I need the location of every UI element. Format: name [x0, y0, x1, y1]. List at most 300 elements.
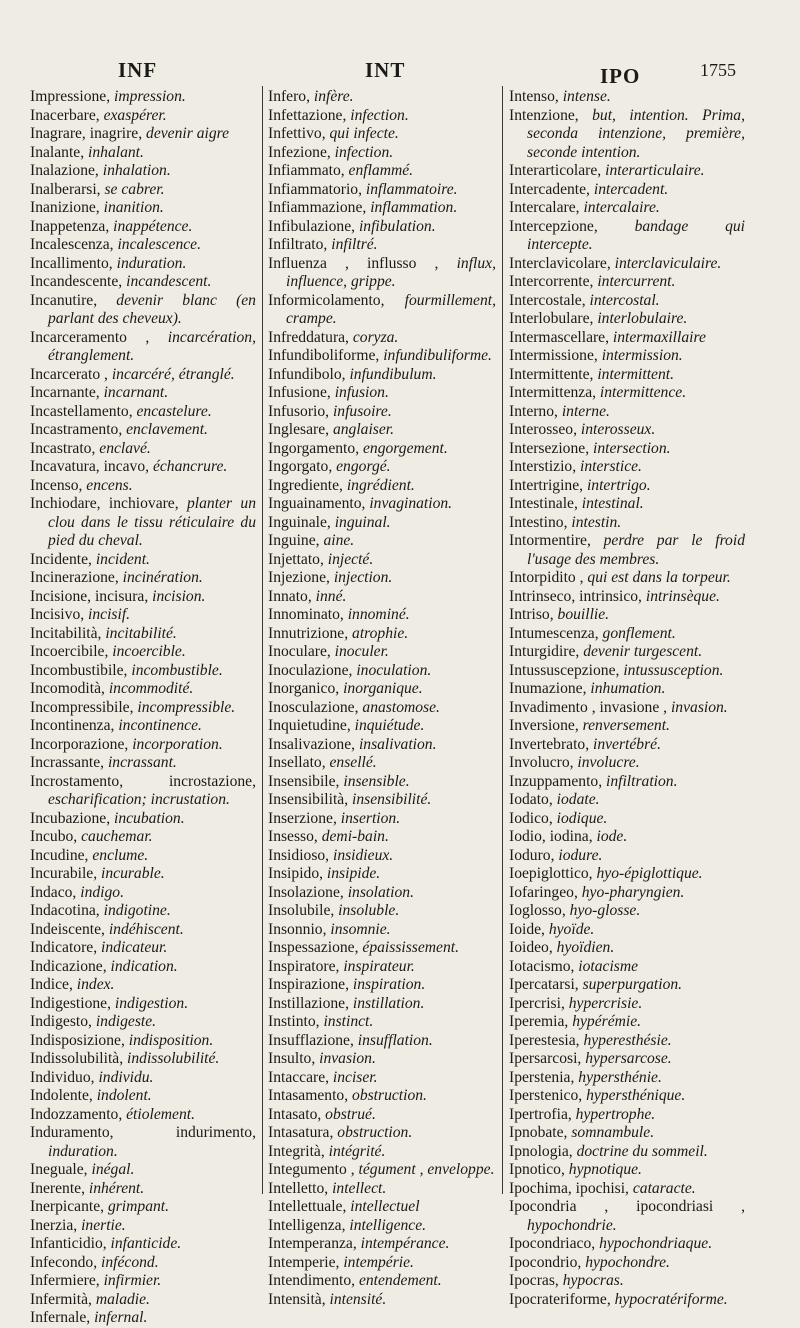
dictionary-entry [30, 551, 256, 570]
entry-translation: infection. [334, 143, 394, 161]
entry-translation: inégal. [91, 1161, 135, 1178]
entry-translation: infirmier. [103, 1272, 162, 1289]
entry-translation: intersection. [593, 439, 671, 457]
entry-headword: Infreddatura, [268, 328, 353, 346]
entry-headword: Inquietudine, [268, 717, 355, 734]
entry-translation: hyo-pharyngien. [581, 883, 685, 901]
entry-translation: ingrédient. [346, 476, 415, 494]
entry-headword: Ipercatarsi, [509, 976, 583, 993]
dictionary-entry [30, 865, 256, 884]
entry-headword: Inerpicante, [30, 1198, 108, 1215]
entry-translation: infiltration. [606, 772, 678, 790]
dictionary-entry [30, 1291, 256, 1310]
entry-headword: Intelligenza, [268, 1216, 350, 1234]
dictionary-entry [30, 495, 256, 551]
entry-headword: Infiammazione, [268, 199, 371, 216]
dictionary-entry [509, 588, 745, 607]
entry-headword: Infecondo, [30, 1253, 102, 1271]
entry-headword: Incarnante, [30, 384, 104, 401]
entry-headword: Inorganico, [268, 680, 344, 697]
entry-headword: Inzuppamento, [509, 772, 606, 790]
entry-headword: Inturgidire, [509, 643, 584, 660]
dictionary-entry [30, 273, 256, 292]
entry-translation: intestin. [571, 513, 622, 531]
entry-headword: Ipocrateriforme, [509, 1290, 615, 1308]
entry-translation: grimpant. [107, 1198, 170, 1215]
entry-headword: Ipercrisi, [509, 994, 569, 1012]
entry-headword: Infernale, [30, 1309, 95, 1326]
entry-headword: Ioide, [509, 920, 549, 938]
entry-headword: Insellato, [268, 754, 330, 771]
dictionary-entry [30, 884, 256, 903]
entry-translation: entendement. [358, 1272, 442, 1289]
entry-headword: Invadimento , invasione , [509, 698, 671, 716]
entry-headword: Ipnotico, [509, 1161, 569, 1178]
entry-translation: inanition. [103, 199, 164, 216]
dictionary-entry [268, 255, 496, 292]
entry-translation: hypochondriaque. [599, 1235, 713, 1252]
column-rule [502, 86, 503, 1194]
entry-translation: hypochondre. [585, 1253, 670, 1271]
dictionary-entry [30, 662, 256, 681]
dictionary-entry [268, 495, 496, 514]
dictionary-entry [268, 1124, 496, 1143]
entry-headword: Ineguale, [30, 1161, 92, 1178]
dictionary-entry [30, 181, 256, 200]
dictionary-entry [30, 958, 256, 977]
dictionary-entry [30, 1180, 256, 1199]
entry-headword: Innutrizione, [268, 624, 353, 642]
dictionary-entry [509, 421, 745, 440]
entry-translation: engorgé. [336, 458, 391, 475]
running-header [0, 58, 800, 88]
entry-translation: influx, influence, grippe. [286, 254, 496, 290]
entry-headword: Incanutire, [30, 291, 117, 309]
dictionary-entry [30, 403, 256, 422]
entry-headword: Injettato, [268, 550, 328, 568]
dictionary-entry [268, 828, 496, 847]
entry-translation: superpurgation. [582, 976, 683, 993]
dictionary-entry [509, 1013, 745, 1032]
entry-translation: indéhiscent. [108, 920, 184, 938]
entry-headword: Infundibolo, [268, 365, 350, 383]
entry-headword: Inalberarsi, [30, 180, 105, 198]
entry-translation: hypersthénie. [578, 1068, 662, 1086]
entry-translation: étiolement. [126, 1105, 195, 1123]
entry-headword: Iodio, iodina, [509, 828, 597, 845]
entry-headword: Intemperie, [268, 1253, 344, 1271]
guide-word-right: IPO [600, 64, 641, 88]
dictionary-entry [268, 458, 496, 477]
entry-headword: Integrità, [268, 1142, 329, 1160]
entry-headword: Inglesare, [268, 421, 333, 438]
entry-headword: Inalante, [30, 143, 89, 161]
dictionary-entry [268, 421, 496, 440]
entry-headword: Inosculazione, [268, 698, 363, 716]
entry-translation: hypocras. [562, 1272, 624, 1289]
dictionary-entry [268, 569, 496, 588]
dictionary-entry [268, 144, 496, 163]
entry-translation: indigeste. [95, 1013, 157, 1030]
dictionary-entry [268, 1198, 496, 1217]
dictionary-entry [268, 1050, 496, 1069]
entry-translation: invagination. [369, 495, 453, 512]
entry-translation: maladie. [95, 1290, 150, 1308]
entry-translation: but, intention. Prima, seconda intenzione, première, seconde intention. [527, 106, 745, 161]
dictionary-entry [268, 403, 496, 422]
entry-headword: Indigestione, [30, 994, 115, 1012]
dictionary-entry [30, 1198, 256, 1217]
entry-translation: incident. [95, 550, 150, 568]
entry-headword: Inoculare, [268, 643, 335, 660]
entry-translation: inné. [315, 587, 347, 605]
entry-headword: Indisposizione, [30, 1031, 129, 1049]
entry-headword: Iodato, [509, 791, 557, 808]
entry-translation: engorgement. [363, 439, 448, 457]
dictionary-entry [509, 569, 745, 588]
entry-translation: insensible. [343, 772, 410, 790]
entry-headword: Individuo, [30, 1068, 99, 1086]
guide-word-center: INT [365, 58, 406, 82]
entry-translation: invasion. [319, 1050, 376, 1067]
entry-headword: Interno, [509, 402, 562, 420]
entry-headword: Incontinenza, [30, 717, 119, 734]
dictionary-entry [30, 218, 256, 237]
entry-headword: Incalescenza, [30, 236, 118, 253]
dictionary-entry [30, 847, 256, 866]
entry-translation: insufflation. [357, 1031, 433, 1049]
entry-translation: insolation. [347, 883, 414, 901]
dictionary-column-3 [509, 88, 745, 1308]
entry-translation: innominé. [347, 606, 410, 623]
dictionary-entry [268, 532, 496, 551]
dictionary-entry [30, 810, 256, 829]
dictionary-entry [30, 773, 256, 810]
entry-translation: impression. [114, 88, 186, 105]
dictionary-entry [30, 995, 256, 1014]
entry-translation: planter un clou dans le tissu réticulaire du pied du cheval. [48, 495, 256, 549]
dictionary-entry [30, 125, 256, 144]
dictionary-entry [30, 1235, 256, 1254]
entry-headword: Incinerazione, [30, 569, 123, 586]
entry-headword: Inspirazione, [268, 976, 353, 993]
entry-translation: infundibuliforme. [383, 347, 492, 364]
entry-translation: hypercrisie. [568, 994, 643, 1012]
entry-translation: obstruction. [352, 1087, 427, 1104]
entry-translation: incurable. [101, 865, 165, 882]
dictionary-entry [509, 1198, 745, 1235]
entry-translation: aine. [323, 532, 355, 549]
dictionary-entry [268, 125, 496, 144]
entry-headword: Incastramento, [30, 421, 127, 438]
entry-translation: demi-bain. [321, 828, 389, 845]
entry-headword: Inspiratore, [268, 957, 344, 975]
dictionary-entry [509, 625, 745, 644]
dictionary-entry [268, 976, 496, 995]
entry-headword: Invertebrato, [509, 735, 593, 753]
dictionary-entry [30, 1069, 256, 1088]
entry-headword: Iperstenia, [509, 1068, 579, 1086]
entry-headword: Intaccare, [268, 1068, 333, 1086]
entry-translation: incombustible. [131, 661, 223, 679]
entry-translation: enflammé. [348, 162, 414, 179]
dictionary-entry [509, 218, 745, 255]
dictionary-entry [509, 1161, 745, 1180]
dictionary-entry [509, 199, 745, 218]
entry-translation: intrinsèque. [645, 587, 720, 605]
dictionary-entry [509, 680, 745, 699]
entry-translation: indigestion. [114, 994, 189, 1012]
entry-headword: Inerzia, [30, 1216, 82, 1234]
dictionary-entry [509, 791, 745, 810]
entry-translation: intermittence. [599, 384, 687, 401]
dictionary-entry [268, 1106, 496, 1125]
entry-translation: incommodité. [108, 680, 194, 697]
dictionary-entry [30, 329, 256, 366]
dictionary-entry [268, 1032, 496, 1051]
dictionary-entry [268, 162, 496, 181]
entry-headword: Insalivazione, [268, 735, 359, 753]
dictionary-entry [30, 754, 256, 773]
dictionary-entry [509, 1180, 745, 1199]
entry-translation: insipide. [326, 865, 381, 882]
entry-headword: Infiltrato, [268, 236, 332, 253]
entry-headword: Insidioso, [268, 846, 333, 864]
entry-headword: Indissolubilità, [30, 1050, 128, 1067]
dictionary-entry [30, 699, 256, 718]
entry-headword: Incisione, incisura, [30, 587, 153, 605]
entry-headword: Incudine, [30, 846, 93, 864]
entry-headword: Insufflazione, [268, 1031, 358, 1049]
entry-translation: inappétence. [113, 217, 193, 235]
entry-headword: Insipido, [268, 865, 327, 882]
entry-translation: anglaiser. [332, 421, 395, 438]
dictionary-entry [268, 754, 496, 773]
entry-headword: Intermittenza, [509, 384, 600, 401]
entry-translation: inflammatoire. [365, 180, 458, 198]
entry-headword: Intenzione, [509, 106, 593, 124]
entry-headword: Indozzamento, [30, 1105, 127, 1123]
dictionary-entry [509, 699, 745, 718]
entry-translation: insoluble. [338, 902, 400, 919]
entry-headword: Ipocras, [509, 1272, 563, 1289]
entry-translation: iodate. [556, 791, 600, 808]
entry-headword: Intemperanza, [268, 1235, 361, 1252]
entry-translation: intellectuel [350, 1198, 420, 1215]
entry-translation: intempérie. [343, 1253, 414, 1271]
dictionary-entry [509, 88, 745, 107]
entry-headword: Intorpidito , [509, 569, 588, 586]
entry-headword: Indaco, [30, 883, 81, 901]
entry-translation: incision. [152, 587, 206, 605]
entry-translation: intermaxillaire [612, 328, 706, 346]
dictionary-entry [30, 255, 256, 274]
dictionary-entry [268, 736, 496, 755]
entry-translation: intelligence. [349, 1216, 427, 1234]
entry-translation: devenir turgescent. [583, 643, 703, 660]
entry-headword: Infibulazione, [268, 217, 359, 235]
guide-word-left: INF [118, 58, 158, 82]
entry-headword: Incisivo, [30, 606, 89, 623]
dictionary-entry [268, 440, 496, 459]
entry-headword: Incrostamento, incrostazione, [30, 772, 256, 790]
entry-translation: se cabrer. [104, 180, 165, 198]
entry-headword: Intermascellare, [509, 328, 613, 346]
dictionary-entry [268, 791, 496, 810]
entry-translation: enclume. [92, 846, 149, 864]
dictionary-entry [268, 1069, 496, 1088]
entry-headword: Informicolamento, [268, 291, 405, 309]
dictionary-entry [30, 458, 256, 477]
entry-headword: Inspessazione, [268, 939, 363, 956]
entry-headword: Interarticolare, [509, 162, 606, 179]
entry-headword: Infanticidio, [30, 1235, 111, 1252]
entry-translation: hypertrophe. [575, 1105, 656, 1123]
entry-translation: devenir aigre [146, 125, 230, 142]
entry-translation: infundibulum. [349, 365, 437, 383]
page-number: 1755 [700, 60, 736, 80]
entry-translation: insalivation. [358, 735, 437, 753]
entry-translation: inspirateur. [343, 957, 415, 975]
entry-translation: hyo-épiglottique. [596, 865, 703, 882]
entry-translation: bandage qui intercepte. [527, 217, 745, 253]
entry-headword: Inappetenza, [30, 217, 114, 235]
dictionary-entry [509, 403, 745, 422]
dictionary-entry [268, 181, 496, 200]
entry-headword: Incidente, [30, 550, 96, 568]
dictionary-entry [509, 717, 745, 736]
dictionary-entry [509, 329, 745, 348]
entry-translation: inhalation. [102, 162, 171, 179]
dictionary-entry [30, 921, 256, 940]
dictionary-entry [30, 1217, 256, 1236]
dictionary-entry [509, 662, 745, 681]
entry-headword: Incomodità, [30, 680, 109, 697]
entry-headword: Inalazione, [30, 162, 103, 179]
dictionary-entry [509, 736, 745, 755]
entry-headword: Ingorgato, [268, 458, 337, 475]
dictionary-entry [30, 88, 256, 107]
dictionary-entry [30, 1050, 256, 1069]
entry-headword: Intormentire, [509, 532, 604, 549]
dictionary-entry [509, 1069, 745, 1088]
entry-translation: inhérent. [88, 1179, 145, 1197]
dictionary-entry [509, 884, 745, 903]
dictionary-entry [268, 1217, 496, 1236]
dictionary-entry [30, 144, 256, 163]
dictionary-entry [268, 921, 496, 940]
dictionary-entry [509, 458, 745, 477]
dictionary-entry [509, 181, 745, 200]
entry-headword: Interosseo, [509, 421, 581, 438]
entry-headword: Incastrato, [30, 439, 100, 457]
dictionary-entry [509, 532, 745, 569]
dictionary-entry [509, 514, 745, 533]
dictionary-entry [509, 810, 745, 829]
entry-headword: Iofaringeo, [509, 883, 582, 901]
entry-headword: Intermissione, [509, 347, 602, 364]
entry-translation: cauchemar. [81, 828, 153, 845]
dictionary-entry [30, 236, 256, 255]
entry-translation: interne. [561, 402, 610, 420]
entry-translation: instinct. [323, 1013, 374, 1030]
entry-translation: indicateur. [101, 939, 168, 956]
entry-translation: incandescent. [126, 273, 212, 290]
dictionary-entry [30, 292, 256, 329]
entry-translation: qui est dans la torpeur. [587, 569, 731, 586]
entry-headword: Intelletto, [268, 1179, 333, 1197]
entry-translation: devenir blanc (en parlant des cheveux). [48, 291, 256, 327]
entry-headword: Infiammatorio, [268, 180, 366, 198]
entry-translation: intercostal. [589, 291, 660, 309]
entry-translation: inspiration. [352, 976, 426, 993]
entry-translation: intussusception. [623, 661, 724, 679]
dictionary-entry [509, 921, 745, 940]
entry-translation: infécond. [101, 1253, 159, 1271]
entry-headword: Infermiere, [30, 1272, 104, 1289]
dictionary-entry [30, 1013, 256, 1032]
dictionary-entry [509, 1291, 745, 1310]
entry-translation: infère. [313, 88, 354, 105]
entry-headword: Incoercibile, [30, 643, 113, 660]
entry-headword: Ipocondriaco, [509, 1235, 600, 1252]
dictionary-entry [509, 754, 745, 773]
dictionary-entry [268, 680, 496, 699]
entry-headword: Incompressibile, [30, 698, 138, 716]
dictionary-entry [30, 1087, 256, 1106]
entry-translation: inquiétude. [354, 717, 425, 734]
entry-translation: insomnie. [330, 920, 391, 938]
entry-headword: Incarceramento , [30, 328, 168, 346]
dictionary-entry [30, 1106, 256, 1125]
entry-headword: Inoculazione, [268, 661, 357, 679]
entry-translation: hyperesthésie. [583, 1031, 672, 1049]
entry-headword: Ioduro, [509, 846, 559, 864]
entry-translation: incisif. [88, 606, 131, 623]
entry-translation: incrassant. [107, 754, 177, 771]
dictionary-entry [268, 551, 496, 570]
dictionary-entry [268, 1087, 496, 1106]
entry-translation: indigo. [80, 883, 124, 901]
dictionary-entry [30, 976, 256, 995]
entry-headword: Indicazione, [30, 957, 111, 975]
entry-translation: intense. [562, 88, 611, 105]
entry-translation: incompressible. [137, 698, 236, 716]
entry-translation: incoercible. [112, 643, 186, 660]
entry-headword: Induramento, indurimento, [30, 1124, 256, 1141]
dictionary-entry [268, 717, 496, 736]
dictionary-column-1 [30, 88, 256, 1326]
entry-translation: gonflement. [602, 624, 676, 642]
dictionary-entry [30, 1272, 256, 1291]
dictionary-entry [268, 329, 496, 348]
dictionary-entry [268, 1013, 496, 1032]
dictionary-entry [509, 1032, 745, 1051]
entry-headword: Inchiodare, inchiovare, [30, 495, 187, 512]
entry-headword: Instinto, [268, 1013, 324, 1030]
entry-translation: obstrué. [325, 1105, 376, 1123]
dictionary-entry [509, 902, 745, 921]
entry-translation: incontinence. [118, 717, 202, 734]
entry-headword: Intellettuale, [268, 1198, 351, 1215]
entry-headword: Intercalare, [509, 199, 584, 216]
entry-translation: indication. [110, 957, 178, 975]
entry-headword: Infettivo, [268, 125, 330, 142]
entry-headword: Interlobulare, [509, 310, 598, 327]
dictionary-entry [268, 218, 496, 237]
entry-headword: Intercorrente, [509, 273, 598, 290]
entry-translation: intensité. [329, 1290, 387, 1308]
